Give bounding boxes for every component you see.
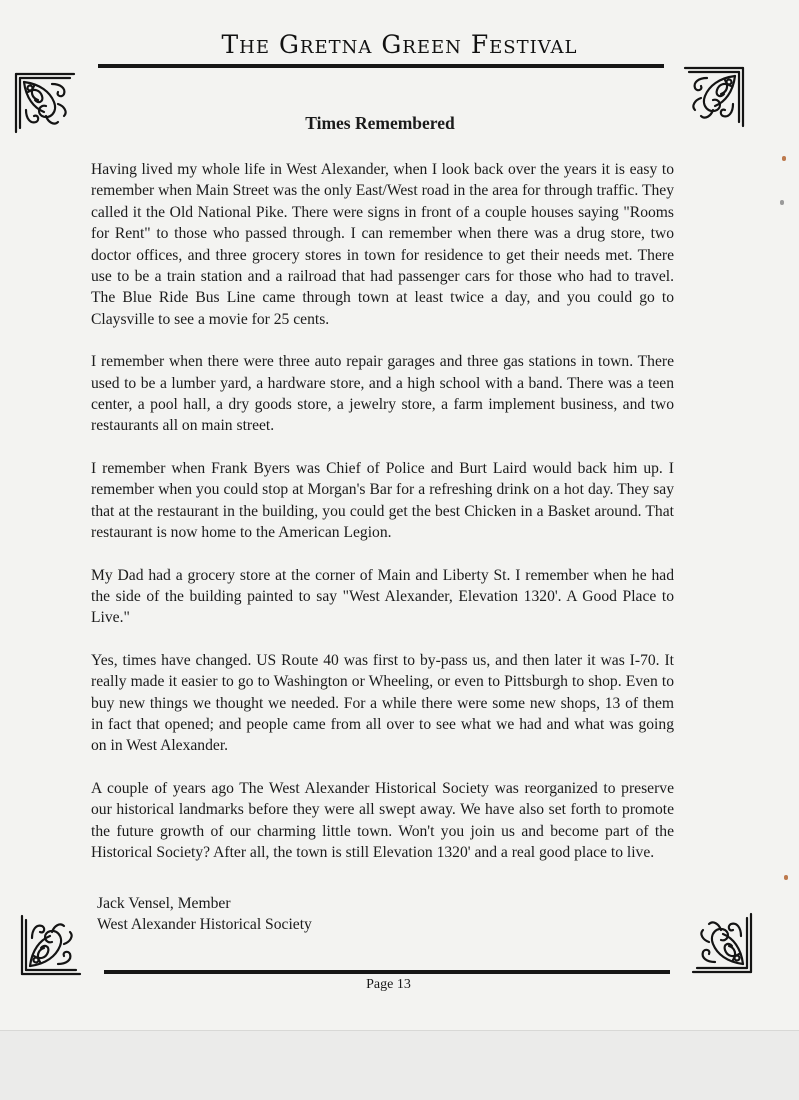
article-title: Times Remembered	[305, 113, 455, 133]
paragraph: My Dad had a grocery store at the corner of Main and Liberty St. I remember when he had the side of the building painted to say "West Alexander, Elevation 1320'. A Good Place to Live."	[91, 566, 674, 627]
paragraph: Yes, times have changed. US Route 40 was first to by-pass us, and then later it was I-70. It really made it easier to go to Washington or Wheeling, or even to Pittsburgh to shop. Even to buy new things we thought we needed. For a while there were some new shops, 13 of them in fact that opened; and people came from all over to see what we had and what was going on in West Alexander.	[91, 651, 674, 755]
scan-mark	[784, 875, 788, 880]
paragraph: A couple of years ago The West Alexander Historical Society was reorganized to preserve our historical landmarks before they were all swept away. We have also set forth to promote the future growth of our charming little town. Won't you join us and become part of the Historical Society? After all, the town is still Elevation 1320' and a real good place to live.	[91, 779, 674, 861]
author-name: Jack Vensel, Member	[97, 895, 231, 912]
scan-mark	[780, 200, 784, 205]
article-body	[91, 159, 674, 884]
paragraph: I remember when Frank Byers was Chief of Police and Burt Laird would back him up. I remember when you could stop at Morgan's Bar for a refreshing drink on a hot day. They say that at the restaurant in the building, you could get the best Chicken in a Basket around. That restaurant is now home to the American Legion.	[91, 459, 674, 542]
page-number: Page 13	[366, 977, 411, 992]
scan-mark	[782, 156, 786, 161]
header-rule	[98, 64, 664, 68]
filigree-corner-icon	[20, 914, 82, 976]
paragraph: Having lived my whole life in West Alexander, when I look back over the years it is easy to remember when Main Street was the only East/West road in the area for through traffic. They called it the Old National Pike. There were signs in front of a couple houses saying "Rooms for Rent" to those who passed through. I can remember when there was a drug store, two doctor offices, and three grocery stores in town for residence to get their needs met. There use to be a train station and a railroad that had passenger cars for those who had to travel. The Blue Ride Bus Line came through town at least twice a day, and you could go to Claysville to see a movie for 25 cents.	[91, 161, 674, 328]
scan-bed-edge	[0, 1030, 799, 1100]
footer-rule	[104, 970, 670, 974]
paragraph: I remember when there were three auto repair garages and three gas stations in town. There used to be a lumber yard, a hardware store, and a high school with a band. There was a teen center, a pool hall, a dry goods store, a jewelry store, a farm implement business, and two restaurants all on main street.	[91, 353, 674, 435]
author-organization: West Alexander Historical Society	[97, 916, 312, 934]
signature-block	[97, 893, 312, 936]
filigree-corner-icon	[691, 912, 753, 974]
newsletter-title: The Gretna Green Festival	[221, 30, 578, 59]
